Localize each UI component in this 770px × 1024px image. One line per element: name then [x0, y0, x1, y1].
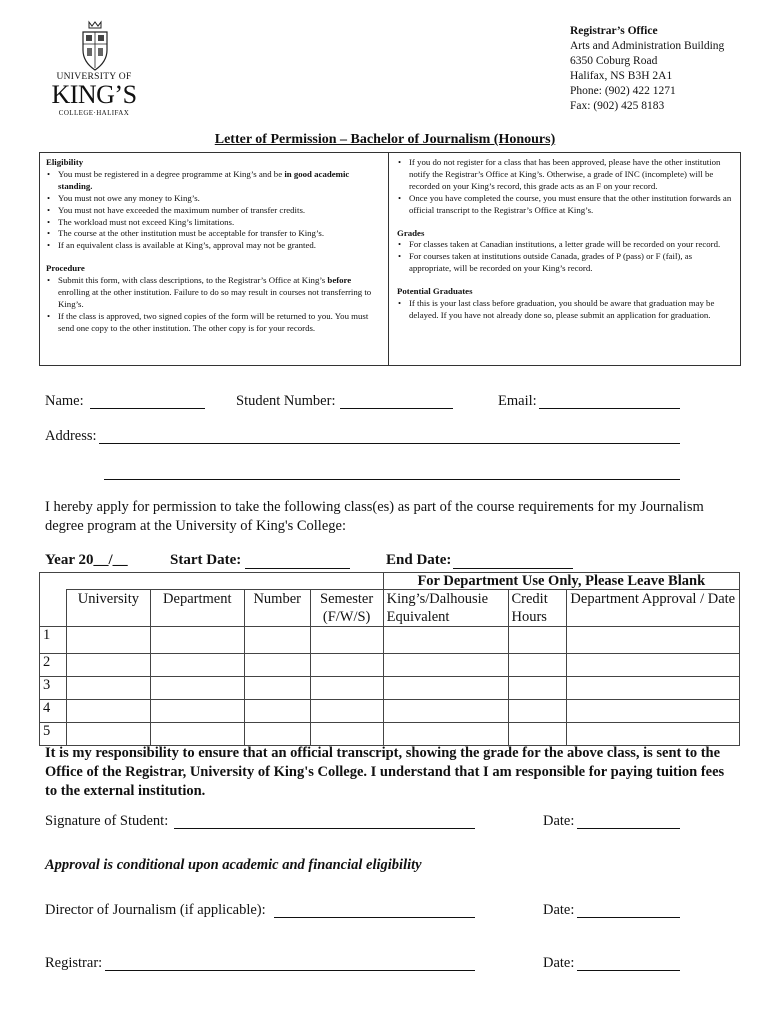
cell-number[interactable] [244, 654, 310, 677]
procedure-list [46, 275, 382, 335]
director-date-field[interactable] [577, 917, 680, 918]
procedure-heading: Procedure [46, 263, 85, 274]
responsibility-statement: It is my responsibility to ensure that an official transcript, showing the grade for the above class, is sent to the Office of the Registrar, University of King's College. I understand that I am responsible for paying tuition fees to the external institution. [45, 745, 725, 799]
column-header-credit-hours: Credit Hours [508, 590, 567, 627]
cell-semester[interactable] [310, 723, 383, 746]
registration-note: • If you do not register for a class that has been approved, please have the other institution notify the Registrar’s Office at King’s. Otherwise, a grade of INC (incomplete) will be recorded on your King’s record, this grade acts as an F on your record. [409, 157, 732, 193]
column-header-number: Number [244, 590, 310, 627]
phone-number: Phone: (902) 422 1271 [570, 85, 676, 97]
registrar-address [570, 24, 724, 114]
eligibility-item: • If an equivalent class is available at King’s, approval may not be granted. [58, 240, 382, 252]
cell-department[interactable] [150, 723, 244, 746]
end-date-field[interactable] [453, 568, 573, 569]
column-header-university: University [66, 590, 150, 627]
cell-equivalent[interactable] [383, 654, 508, 677]
building-name: Arts and Administration Building [570, 40, 725, 52]
cell-equivalent[interactable] [383, 677, 508, 700]
student-number-field[interactable] [340, 408, 453, 409]
department-use-header: For Department Use Only, Please Leave Blank [383, 573, 739, 590]
student-number-label: Student Number: [236, 393, 336, 409]
cell-semester[interactable] [310, 677, 383, 700]
cell-number[interactable] [244, 627, 310, 654]
cell-department[interactable] [150, 700, 244, 723]
address-field-line2[interactable] [104, 479, 680, 480]
end-date-label: End Date: [386, 552, 452, 568]
cell-number[interactable] [244, 677, 310, 700]
registrar-date-field[interactable] [577, 970, 680, 971]
fax-number: Fax: (902) 425 8183 [570, 100, 665, 112]
logo-text-kings: KING’S [51, 80, 137, 109]
cell-number[interactable] [244, 700, 310, 723]
start-date-label: Start Date: [170, 552, 242, 568]
cell-credit-hours[interactable] [508, 723, 567, 746]
cell-equivalent[interactable] [383, 627, 508, 654]
cell-approval[interactable] [567, 654, 740, 677]
street-address: 6350 Coburg Road [570, 55, 658, 67]
cell-approval[interactable] [567, 677, 740, 700]
form-title-text: Letter of Permission – Bachelor of Journalism (Honours) [214, 132, 556, 147]
cell-university[interactable] [66, 677, 150, 700]
eligibility-list [46, 169, 382, 252]
registrar-date-label: Date: [543, 955, 575, 971]
cell-university[interactable] [66, 723, 150, 746]
email-field[interactable] [539, 408, 680, 409]
info-left-column [40, 153, 389, 365]
director-date-label: Date: [543, 902, 575, 918]
graduates-list [397, 298, 732, 322]
logo-text-university: UNIVERSITY OF [56, 72, 132, 82]
cell-credit-hours[interactable] [508, 700, 567, 723]
student-date-field[interactable] [577, 828, 680, 829]
cell-university[interactable] [66, 627, 150, 654]
student-signature-label: Signature of Student: [45, 813, 169, 829]
registrar-signature-field[interactable] [105, 970, 475, 971]
row-number: 2 [40, 654, 67, 677]
eligibility-heading: Eligibility [46, 157, 84, 167]
procedure-item: • If the class is approved, two signed copies of the form will be returned to you. You must send one copy to the other institution. The other copy is for your records. [58, 311, 382, 335]
office-name: Registrar’s Office [570, 25, 658, 37]
column-header-approval: Department Approval / Date [567, 590, 740, 627]
application-statement: I hereby apply for permission to take the following class(es) as part of the course requirements for my Journalism degree program at the University of King's College: [45, 499, 704, 534]
cell-semester[interactable] [310, 700, 383, 723]
address-field-line1[interactable] [99, 443, 680, 444]
course-table [39, 572, 740, 746]
cell-semester[interactable] [310, 654, 383, 677]
cell-approval[interactable] [567, 627, 740, 654]
row-number: 1 [40, 627, 67, 654]
cell-semester[interactable] [310, 627, 383, 654]
university-logo [44, 20, 144, 118]
row-number: 5 [40, 723, 67, 746]
cell-department[interactable] [150, 677, 244, 700]
registration-note: • Once you have completed the course, you must ensure that the other institution forwards an official transcript to the Registrar’s Office at King’s. [409, 193, 732, 217]
graduates-heading: Potential Graduates [397, 286, 473, 297]
grades-list [397, 239, 732, 275]
start-date-field[interactable] [245, 568, 350, 569]
cell-department[interactable] [150, 654, 244, 677]
cell-credit-hours[interactable] [508, 654, 567, 677]
name-label: Name: [45, 393, 84, 409]
column-header-semester: Semester (F/W/S) [310, 590, 383, 627]
student-signature-field[interactable] [174, 828, 475, 829]
director-signature-field[interactable] [274, 917, 475, 918]
cell-university[interactable] [66, 654, 150, 677]
year-field[interactable]: Year 20__/__ [45, 552, 128, 568]
city-postal: Halifax, NS B3H 2A1 [570, 70, 673, 82]
graduates-item: • If this is your last class before graduation, you should be aware that graduation may be delayed. If you have not already done so, please submit an application for graduation. [409, 298, 732, 322]
cell-credit-hours[interactable] [508, 627, 567, 654]
info-box [39, 152, 741, 366]
cell-university[interactable] [66, 700, 150, 723]
grades-heading: Grades [397, 227, 425, 238]
email-label: Email: [498, 393, 537, 409]
procedure-item: • Submit this form, with class descriptions, to the Registrar’s Office at King’s before enrolling at the other institution. Failure to do so may result in courses not transferring to King’s. [58, 275, 382, 311]
logo-text-college: COLLEGE·HALIFAX [58, 109, 130, 117]
eligibility-item: • You must not have exceeded the maximum number of transfer credits. [58, 205, 382, 217]
address-label: Address: [45, 428, 97, 444]
column-header-equivalent: King’s/Dalhousie Equivalent [383, 590, 508, 627]
grades-item: • For classes taken at Canadian institutions, a letter grade will be recorded on your record. [409, 239, 732, 251]
registration-notes-list [397, 157, 732, 217]
row-number: 4 [40, 700, 67, 723]
eligibility-item: • The course at the other institution must be acceptable for transfer to King’s. [58, 228, 382, 240]
cell-equivalent[interactable] [383, 723, 508, 746]
cell-equivalent[interactable] [383, 700, 508, 723]
row-number: 3 [40, 677, 67, 700]
form-title [0, 132, 770, 148]
eligibility-item: • You must be registered in a degree programme at King’s and be in good academic standing. [58, 169, 382, 193]
eligibility-item: • You must not owe any money to King’s. [58, 193, 382, 205]
info-right-column [389, 153, 740, 365]
column-header-department: Department [150, 590, 244, 627]
name-field[interactable] [90, 408, 205, 409]
approval-note: Approval is conditional upon academic and financial eligibility [45, 857, 422, 873]
cell-approval[interactable] [567, 700, 740, 723]
cell-number[interactable] [244, 723, 310, 746]
cell-department[interactable] [150, 627, 244, 654]
cell-approval[interactable] [567, 723, 740, 746]
registrar-signature-label: Registrar: [45, 955, 103, 971]
cell-credit-hours[interactable] [508, 677, 567, 700]
student-date-label: Date: [543, 813, 575, 829]
grades-item: • For courses taken at institutions outside Canada, grades of P (pass) or F (fail), as appropriate, will be recorded on your King’s record. [409, 251, 732, 275]
director-signature-label: Director of Journalism (if applicable): [45, 902, 266, 918]
eligibility-item: • The workload must not exceed King’s limitations. [58, 217, 382, 229]
crest-icon [77, 20, 113, 72]
